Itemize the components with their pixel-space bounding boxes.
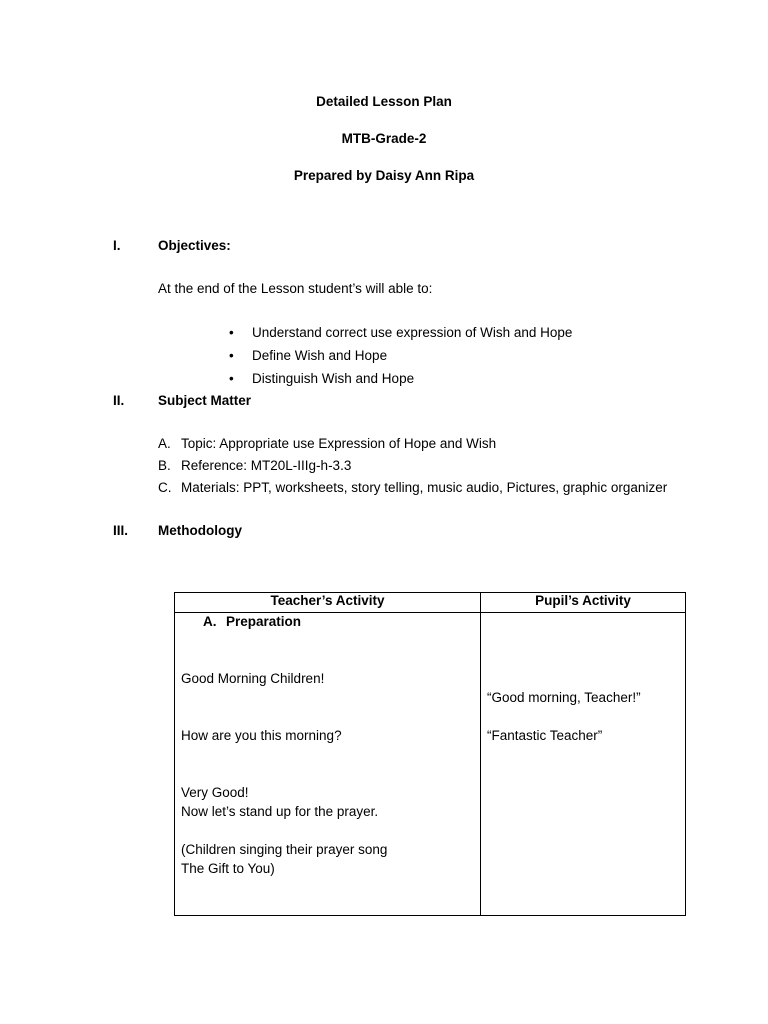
objective-text: Understand correct use expression of Wish and Hope	[252, 325, 573, 340]
bullet-icon: •	[229, 348, 234, 363]
item-letter: A.	[158, 436, 171, 451]
pupil-activity-cell	[481, 613, 686, 916]
pupil-line: “Fantastic Teacher”	[487, 728, 603, 743]
pupil-activity-header: Pupil’s Activity	[481, 593, 686, 613]
reference-text: Reference: MT20L-IIIg-h-3.3	[181, 458, 352, 473]
objective-text: Distinguish Wish and Hope	[252, 371, 415, 386]
preparation-heading: Preparation	[226, 614, 302, 629]
document-title: Detailed Lesson Plan	[316, 94, 452, 109]
bullet-icon: •	[229, 325, 234, 340]
pupil-line: “Good morning, Teacher!”	[487, 690, 641, 705]
section-numeral-objectives: I.	[113, 238, 121, 253]
table-row	[175, 613, 686, 916]
objectives-intro: At the end of the Lesson student’s will able to:	[158, 281, 433, 296]
preparation-letter: A.	[203, 614, 217, 629]
teacher-activity-header: Teacher’s Activity	[175, 593, 481, 613]
methodology-heading: Methodology	[158, 523, 242, 538]
bullet-icon: •	[229, 371, 234, 386]
table-header-row	[175, 593, 686, 613]
objectives-heading: Objectives:	[158, 238, 231, 253]
item-letter: C.	[158, 480, 172, 495]
author-line: Prepared by Daisy Ann Ripa	[293, 168, 475, 183]
item-letter: B.	[158, 458, 171, 473]
section-numeral-subject-matter: II.	[113, 393, 125, 408]
teacher-line: (Children singing their prayer song	[181, 842, 388, 857]
teacher-line: Now let’s stand up for the prayer.	[181, 804, 379, 819]
section-numeral-methodology: III.	[113, 523, 129, 538]
teacher-line: The Gift to You)	[181, 861, 275, 876]
teacher-line: How are you this morning?	[181, 728, 342, 743]
teacher-activity-cell	[175, 613, 481, 916]
topic-text: Topic: Appropriate use Expression of Hope and Wish	[181, 436, 497, 451]
teacher-line: Very Good!	[181, 785, 249, 800]
objective-text: Define Wish and Hope	[252, 348, 388, 363]
activity-table	[174, 592, 686, 916]
grade-label: MTB-Grade-2	[341, 131, 427, 146]
subject-matter-heading: Subject Matter	[158, 393, 252, 408]
materials-text: Materials: PPT, worksheets, story telling, music audio, Pictures, graphic organizer	[181, 480, 668, 495]
teacher-line: Good Morning Children!	[181, 671, 325, 686]
